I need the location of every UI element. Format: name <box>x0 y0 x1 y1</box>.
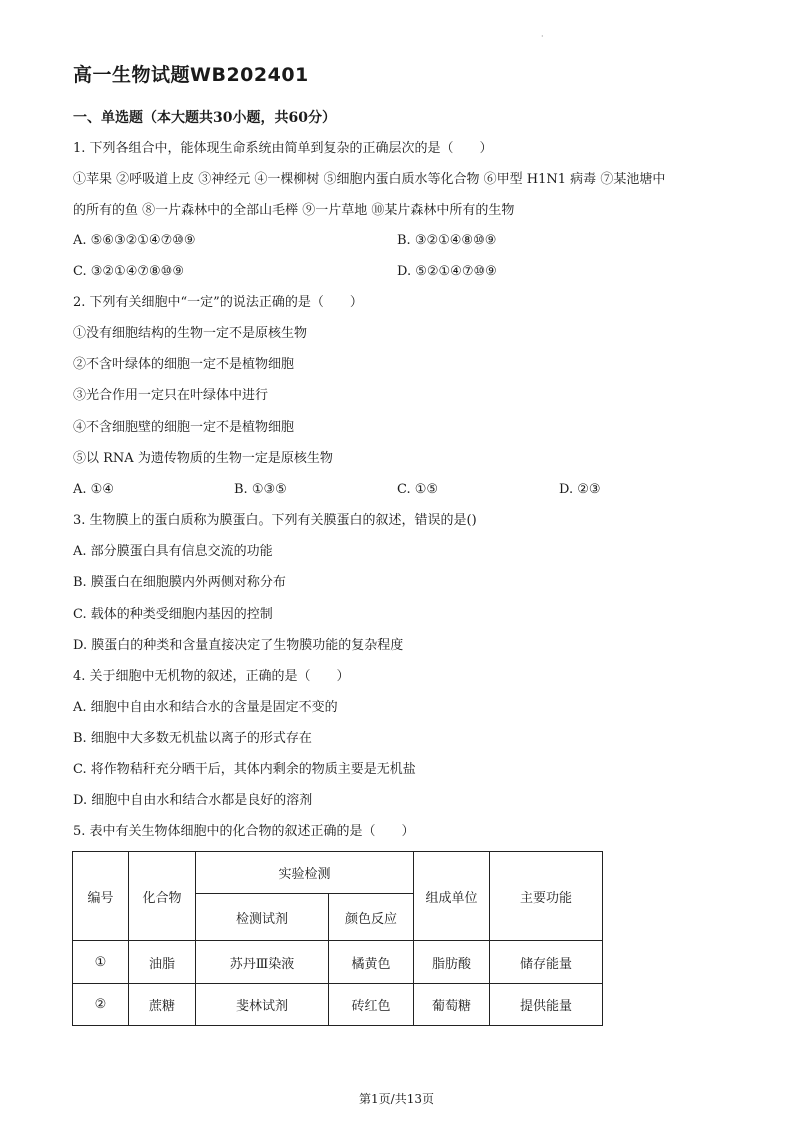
q2-stem: 2. 下列有关细胞中“一定”的说法正确的是（ ） <box>73 295 363 310</box>
q1-items-line2: 的所有的鱼 ⑧一片森林中的全部山毛榉 ⑨一片草地 ⑩某片森林中所有的生物 <box>73 203 515 218</box>
table-cell: 砖红色 <box>329 984 414 1026</box>
table-cell: 储存能量 <box>490 941 603 984</box>
q2-option-b: B. ①③⑤ <box>234 482 287 497</box>
q4-stem: 4. 关于细胞中无机物的叙述，正确的是（ ） <box>73 669 350 684</box>
q3-option-d: D. 膜蛋白的种类和含量直接决定了生物膜功能的复杂程度 <box>73 638 404 653</box>
q2-statement-3: ③光合作用一定只在叶绿体中进行 <box>73 388 269 403</box>
section-heading: 一、单选题（本大题共30小题，共60分） <box>73 110 336 126</box>
table-cell: 蔗糖 <box>129 984 196 1026</box>
q1-option-d: D. ⑤②①④⑦⑩⑨ <box>397 264 497 279</box>
q3-option-c: C. 载体的种类受细胞内基因的控制 <box>73 607 273 622</box>
table-header-unit: 组成单位 <box>414 852 490 941</box>
table-header-compound: 化合物 <box>129 852 196 941</box>
table-cell: 葡萄糖 <box>414 984 490 1026</box>
table-cell: 提供能量 <box>490 984 603 1026</box>
q2-statement-1: ①没有细胞结构的生物一定不是原核生物 <box>73 326 308 341</box>
q4-option-a: A. 细胞中自由水和结合水的含量是固定不变的 <box>73 700 338 715</box>
table-cell: 苏丹Ⅲ染液 <box>196 941 329 984</box>
corner-mark: · <box>541 32 544 41</box>
q4-option-b: B. 细胞中大多数无机盐以离子的形式存在 <box>73 731 312 746</box>
q1-option-a: A. ⑤⑥③②①④⑦⑩⑨ <box>73 233 196 248</box>
table-header-detection: 实验检测 <box>196 852 414 894</box>
page-title: 高一生物试题WB202401 <box>73 64 309 86</box>
q2-statement-4: ④不含细胞壁的细胞一定不是植物细胞 <box>73 420 295 435</box>
table-header-reagent: 检测试剂 <box>196 894 329 941</box>
q4-option-d: D. 细胞中自由水和结合水都是良好的溶剂 <box>73 793 313 808</box>
table-cell: 斐林试剂 <box>196 984 329 1026</box>
q1-stem: 1. 下列各组合中，能体现生命系统由简单到复杂的正确层次的是（ ） <box>73 141 493 156</box>
q3-stem: 3. 生物膜上的蛋白质称为膜蛋白。下列有关膜蛋白的叙述，错误的是() <box>73 513 477 528</box>
q2-statement-5: ⑤以 RNA 为遗传物质的生物一定是原核生物 <box>73 451 333 466</box>
table-cell: 脂肪酸 <box>414 941 490 984</box>
table-header-no: 编号 <box>73 852 129 941</box>
table-header-color: 颜色反应 <box>329 894 414 941</box>
q5-stem: 5. 表中有关生物体细胞中的化合物的叙述正确的是（ ） <box>73 824 415 839</box>
q3-option-a: A. 部分膜蛋白具有信息交流的功能 <box>73 544 273 559</box>
q2-option-d: D. ②③ <box>559 482 601 497</box>
page-number: 第1页/共13页 <box>359 1092 434 1106</box>
table-cell: ① <box>73 941 129 984</box>
table-cell: 油脂 <box>129 941 196 984</box>
q2-statement-2: ②不含叶绿体的细胞一定不是植物细胞 <box>73 357 295 372</box>
compound-table <box>72 851 603 1026</box>
q4-option-c: C. 将作物秸秆充分晒干后，其体内剩余的物质主要是无机盐 <box>73 762 416 777</box>
table-header-function: 主要功能 <box>490 852 603 941</box>
q1-option-c: C. ③②①④⑦⑧⑩⑨ <box>73 264 184 279</box>
q1-items-line1: ①苹果 ②呼吸道上皮 ③神经元 ④一棵柳树 ⑤细胞内蛋白质水等化合物 ⑥甲型 H1N1 病毒 ⑦某池塘中 <box>73 172 666 187</box>
q1-option-b: B. ③②①④⑧⑩⑨ <box>397 233 497 248</box>
table-row <box>73 941 603 984</box>
q3-option-b: B. 膜蛋白在细胞膜内外两侧对称分布 <box>73 575 286 590</box>
table-cell: ② <box>73 984 129 1026</box>
q2-option-c: C. ①⑤ <box>397 482 439 497</box>
table-cell: 橘黄色 <box>329 941 414 984</box>
q2-option-a: A. ①④ <box>73 482 114 497</box>
table-row <box>73 984 603 1026</box>
